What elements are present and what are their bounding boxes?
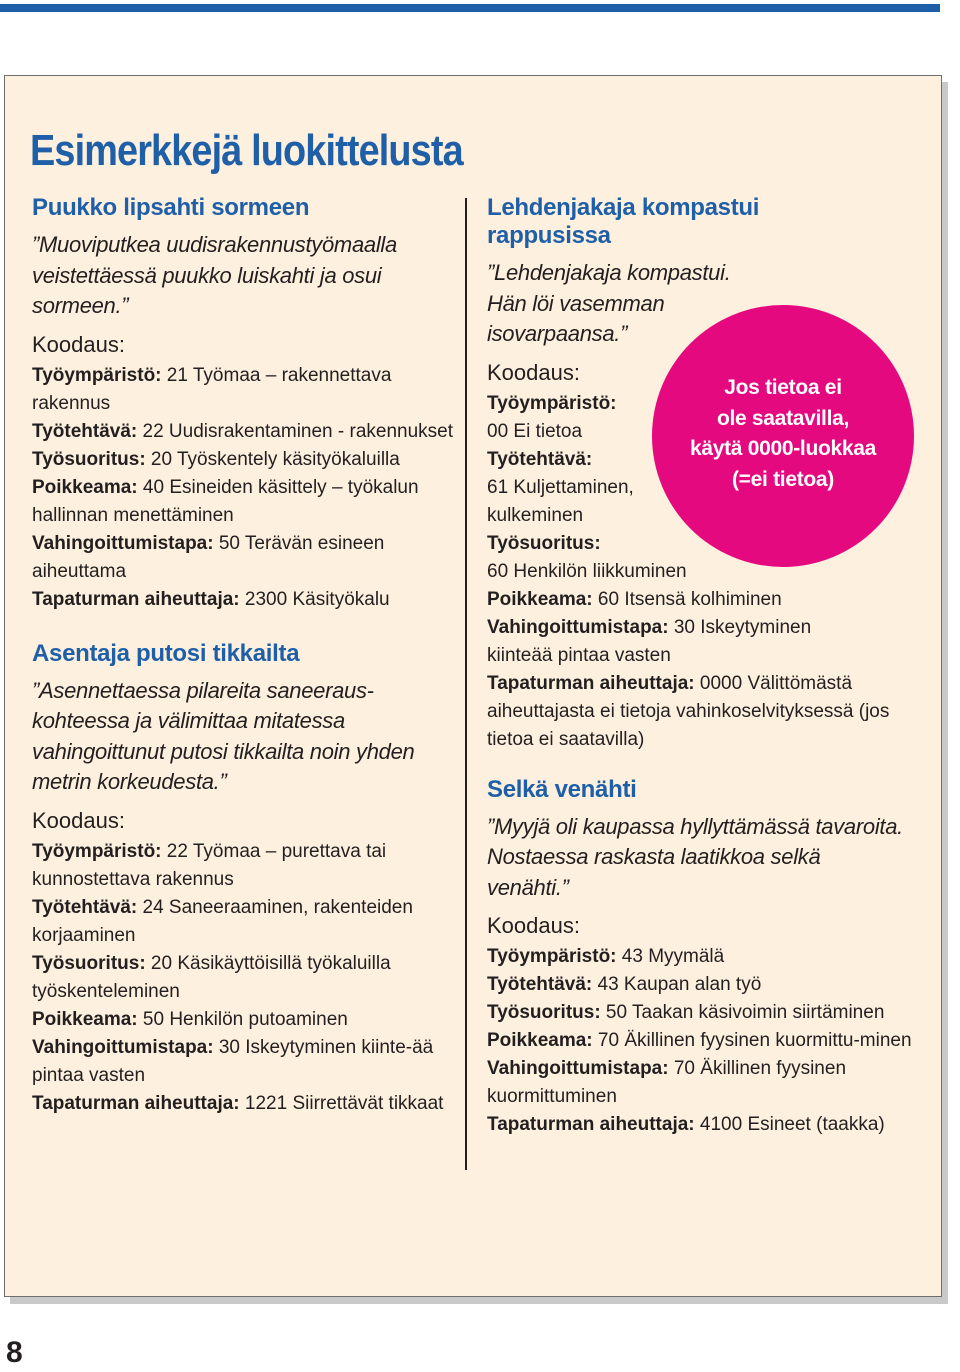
example-title: Selkä venähti	[487, 775, 637, 803]
bubble-line: (=ei tietoa)	[731, 467, 834, 491]
example-title: Lehdenjakaja kompastui rappusissa	[487, 194, 760, 249]
entry-tyotehtava: Työtehtävä: 24 Saneeraaminen, rakenteiden korjaaminen	[32, 896, 413, 946]
bubble-line: Jos tietoa ei	[724, 376, 842, 399]
entry-tyoymparisto: Työympäristö: 00 Ei tietoa	[487, 392, 617, 442]
entry-poikkeama: Poikkeama: 50 Henkilön putoaminen	[32, 1008, 348, 1030]
entry-aiheuttaja: Tapaturman aiheuttaja: 2300 Käsityökalu	[32, 588, 390, 610]
entry-tyotehtava: Työtehtävä: 22 Uudisrakentaminen - rakennukset	[32, 420, 454, 442]
entry-tyosuoritus: Työsuoritus: 20 Työskentely käsityökaluilla	[32, 448, 400, 470]
entry-tyosuoritus: Työsuoritus: 50 Taakan käsivoimin siirtäminen	[487, 1002, 885, 1023]
example-quote: ”Lehdenjakaja kompastui. Hän löi vasemman isovarpaansa.”	[487, 260, 731, 346]
entry-tyoymparisto: Työympäristö: 22 Työmaa – purettava tai kunnostettava rakennus	[32, 840, 387, 890]
entry-vahingoittumistapa: Vahingoittumistapa: 30 Iskeytyminen kiinteää pintaa vasten	[487, 616, 812, 666]
example-tikkaat	[32, 640, 462, 1118]
entry-tyotehtava: Työtehtävä: 61 Kuljettaminen, kulkeminen	[487, 448, 634, 526]
bubble-line: ole saatavilla,	[716, 406, 850, 430]
entry-aiheuttaja: Tapaturman aiheuttaja: 0000 Välittömästä aiheuttajasta ei tietoja vahinkoselvityksessä (jos tietoa ei saatavilla)	[487, 672, 890, 750]
page-number: 8	[6, 1336, 23, 1369]
example-title: Puukko lipsahti sormeen	[32, 194, 310, 221]
example-title: Asentaja putosi tikkailta	[32, 639, 300, 667]
example-quote: ”Muoviputkea uudisrakennustyömaalla veistettäessä puukko luiskahti ja osui sormeen.”	[32, 232, 397, 318]
coding-heading: Koodaus:	[32, 331, 125, 357]
entry-tyotehtava: Työtehtävä: 43 Kaupan alan työ	[487, 974, 762, 995]
coding-heading: Koodaus:	[487, 913, 580, 938]
entry-aiheuttaja: Tapaturman aiheuttaja: 4100 Esineet (taakka)	[487, 1114, 885, 1135]
section-gap	[32, 614, 462, 640]
entry-poikkeama: Poikkeama: 60 Itsensä kolhiminen	[487, 588, 782, 610]
coding-heading: Koodaus:	[32, 807, 125, 833]
entry-tyoymparisto: Työympäristö: 43 Myymälä	[487, 946, 725, 967]
example-selka	[487, 776, 927, 1140]
info-bubble	[652, 305, 914, 567]
left-column	[32, 194, 462, 1118]
column-divider	[465, 198, 467, 1170]
page-title: Esimerkkejä luokittelusta	[30, 126, 463, 175]
example-puukko	[32, 194, 462, 614]
entry-poikkeama: Poikkeama: 70 Äkillinen fyysinen kuormittu-minen	[487, 1030, 912, 1051]
entry-tyoymparisto: Työympäristö: 21 Työmaa – rakennettava rakennus	[32, 364, 392, 414]
entry-aiheuttaja: Tapaturman aiheuttaja: 1221 Siirrettävät tikkaat	[32, 1092, 444, 1114]
entry-vahingoittumistapa: Vahingoittumistapa: 30 Iskeytyminen kiinte-ää pintaa vasten	[32, 1036, 434, 1086]
entry-tyosuoritus: Työsuoritus: 20 Käsikäyttöisillä työkaluilla työskenteleminen	[32, 952, 391, 1002]
section-gap	[487, 754, 927, 776]
entry-poikkeama: Poikkeama: 40 Esineiden käsittely – työkalun hallinnan menettäminen	[32, 476, 419, 526]
coding-heading: Koodaus:	[487, 359, 580, 385]
example-quote: ”Myyjä oli kaupassa hyllyttämässä tavaroita. Nostaessa raskasta laatikkoa selkä venähti.”	[487, 813, 903, 900]
example-quote: ”Asennettaessa pilareita saneeraus-kohteessa ja välimittaa mitatessa vahingoittunut putosi tikkailta noin yhden metrin korkeudesta.”	[32, 677, 415, 794]
entry-vahingoittumistapa: Vahingoittumistapa: 50 Terävän esineen aiheuttama	[32, 532, 385, 582]
bubble-line: käytä 0000-luokkaa	[689, 437, 877, 460]
entry-tyosuoritus: Työsuoritus: 60 Henkilön liikkuminen	[487, 532, 687, 582]
top-rule	[0, 4, 940, 12]
entry-vahingoittumistapa: Vahingoittumistapa: 70 Äkillinen fyysinen kuormittuminen	[487, 1058, 847, 1107]
